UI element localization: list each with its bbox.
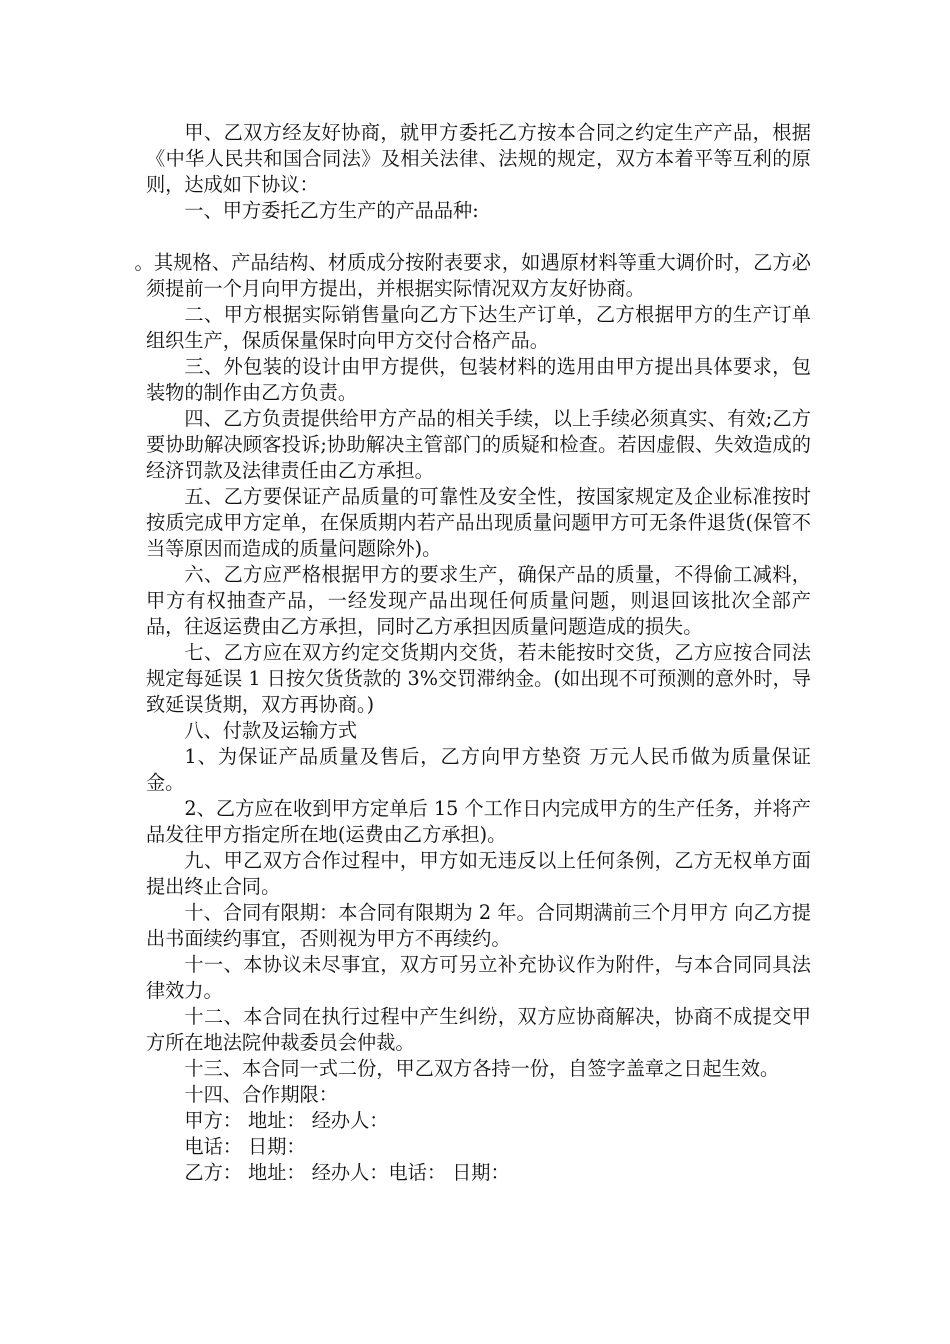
clause-11: 十一、本协议未尽事宜，双方可另立补充协议作为附件，与本合同同具法律效力。 [146,953,811,1002]
clause-4: 四、乙方负责提供给甲方产品的相关手续，以上手续必须真实、有效;乙方要协助解决顾客投诉;协助解决主管部门的质疑和检查。若因虚假、失效造成的经济罚款及法律责任由乙方承担。 [146,407,811,482]
clause-8-heading: 八、付款及运输方式 [184,719,358,742]
contract-preamble: 甲、乙双方经友好协商，就甲方委托乙方按本合同之约定生产产品，根据《中华人民共和国合同法》及相关法律、法规的规定，双方本着平等互利的原则，达成如下协议： [146,121,811,196]
contract-document [134,120,811,1186]
party-a-contact-line: 电话： 日期： [184,1135,306,1158]
clause-8-item-1: 1、为保证产品质量及售后，乙方向甲方垫资 万元人民币做为质量保证金。 [146,745,811,794]
blank-line [146,224,811,250]
clause-9: 九、甲乙双方合作过程中，甲方如无违反以上任何条例，乙方无权单方面提出终止合同。 [146,849,811,898]
clause-1-heading: 一、甲方委托乙方生产的产品品种: [184,199,479,222]
clause-10: 十、合同有限期：本合同有限期为 2 年。合同期满前三个月甲方 向乙方提出书面续约事宜，否则视为甲方不再续约。 [146,901,811,950]
clause-5: 五、乙方要保证产品质量的可靠性及安全性，按国家规定及企业标准按时按质完成甲方定单，在保质期内若产品出现质量问题甲方可无条件退货(保管不当等原因而造成的质量问题除外)。 [146,485,811,560]
clause-14-heading: 十四、合作期限： [184,1083,338,1106]
clause-8-item-2: 2、乙方应在收到甲方定单后 15 个工作日内完成甲方的生产任务，并将产品发往甲方指定所在地(运费由乙方承担)。 [146,797,811,846]
clause-2: 二、甲方根据实际销售量向乙方下达生产订单，乙方根据甲方的生产订单组织生产，保质保量保时向甲方交付合格产品。 [146,303,811,352]
clause-1-body: 。其规格、产品结构、材质成分按附表要求，如遇原材料等重大调价时，乙方必须提前一个月向甲方提出，并根据实际情况双方友好协商。 [134,251,811,300]
party-a-signature-line: 甲方： 地址： 经办人： [184,1109,389,1132]
clause-13: 十三、本合同一式二份，甲乙双方各持一份，自签字盖章之日起生效。 [184,1057,780,1080]
clause-12: 十二、本合同在执行过程中产生纠纷，双方应协商解决，协商不成提交甲方所在地法院仲裁委员会仲裁。 [146,1005,811,1054]
party-b-signature-line: 乙方： 地址： 经办人：电话： 日期： [184,1161,510,1184]
clause-7: 七、乙方应在双方约定交货期内交货，若未能按时交货，乙方应按合同法规定每延误 1 日按欠货货款的 3%交罚滞纳金。(如出现不可预测的意外时，导致延误货期，双方再协商。) [146,641,811,716]
clause-6: 六、乙方应严格根据甲方的要求生产，确保产品的质量，不得偷工减料，甲方有权抽查产品，一经发现产品出现任何质量问题，则退回该批次全部产品，往返运费由乙方承担，同时乙方承担因质量问题造成的损失。 [146,563,811,638]
clause-3: 三、外包装的设计由甲方提供，包装材料的选用由甲方提出具体要求，包装物的制作由乙方负责。 [146,355,811,404]
